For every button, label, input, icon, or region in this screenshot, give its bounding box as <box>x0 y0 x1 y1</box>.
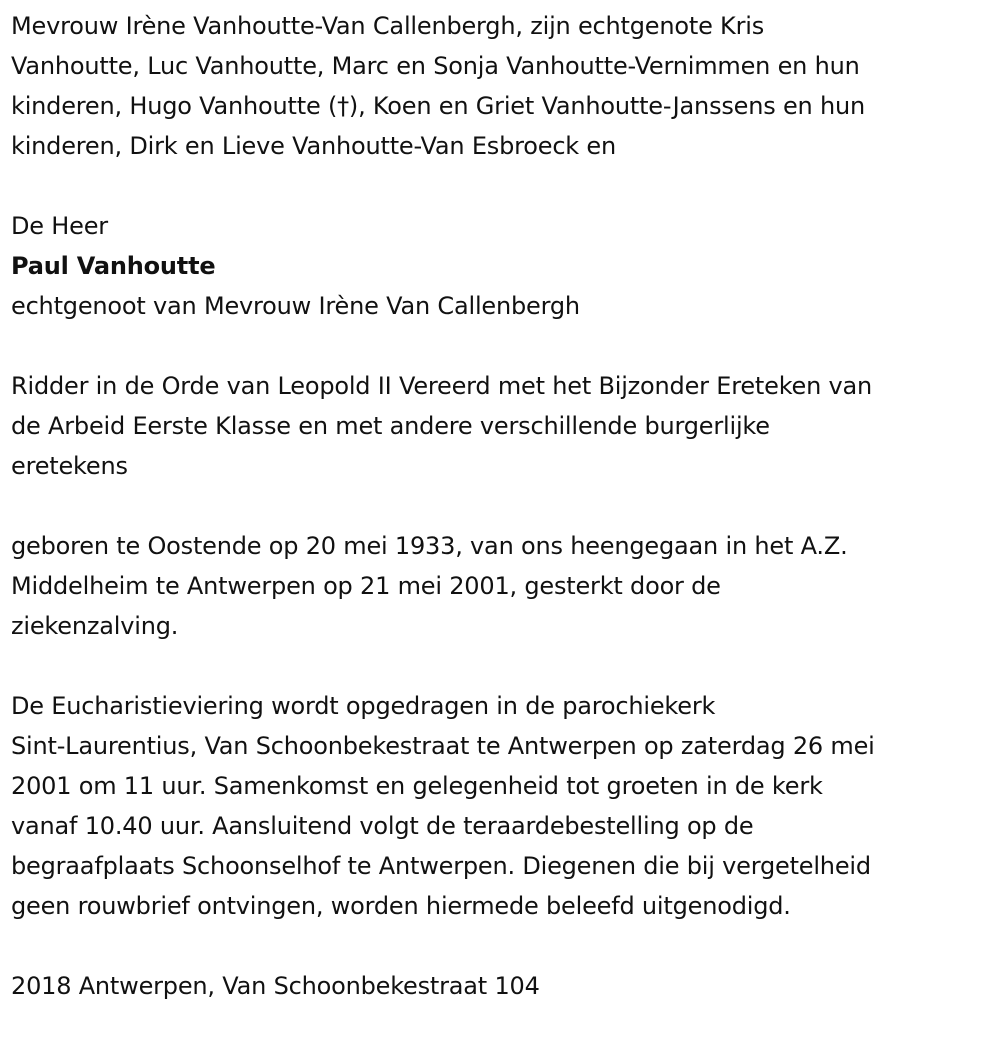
text-line: geen rouwbrief ontvingen, worden hiermede beleefd uitgenodigd. <box>11 892 791 920</box>
spacer <box>11 926 1000 966</box>
honors-paragraph <box>11 366 1000 486</box>
birth-death-paragraph <box>11 526 1000 646</box>
text-line: eretekens <box>11 452 128 480</box>
spouse-line: echtgenoot van Mevrouw Irène Van Callenbergh <box>11 292 580 320</box>
text-line: geboren te Oostende op 20 mei 1933, van ons heengegaan in het A.Z. <box>11 532 848 560</box>
text-line: vanaf 10.40 uur. Aansluitend volgt de teraardebestelling op de <box>11 812 754 840</box>
text-line: kinderen, Hugo Vanhoutte (†), Koen en Griet Vanhoutte-Janssens en hun <box>11 92 866 120</box>
spacer <box>11 646 1000 686</box>
address: 2018 Antwerpen, Van Schoonbekestraat 104 <box>11 972 540 1000</box>
text-line: 2001 om 11 uur. Samenkomst en gelegenheid tot groeten in de kerk <box>11 772 823 800</box>
text-line: kinderen, Dirk en Lieve Vanhoutte-Van Esbroeck en <box>11 132 617 160</box>
text-line: de Arbeid Eerste Klasse en met andere verschillende burgerlijke <box>11 412 770 440</box>
deceased-name: Paul Vanhoutte <box>11 252 216 280</box>
salutation: De Heer <box>11 212 108 240</box>
text-line: begraafplaats Schoonselhof te Antwerpen. Diegenen die bij vergetelheid <box>11 852 871 880</box>
text-line: Ridder in de Orde van Leopold II Vereerd met het Bijzonder Ereteken van <box>11 372 873 400</box>
text-line: De Eucharistieviering wordt opgedragen in de parochiekerk <box>11 692 716 720</box>
spacer <box>11 486 1000 526</box>
text-line: Middelheim te Antwerpen op 21 mei 2001, gesterkt door de <box>11 572 721 600</box>
spacer <box>11 166 1000 206</box>
family-paragraph <box>11 6 1000 166</box>
text-line: Vanhoutte, Luc Vanhoutte, Marc en Sonja Vanhoutte-Vernimmen en hun <box>11 52 860 80</box>
text-line: Sint-Laurentius, Van Schoonbekestraat te Antwerpen op zaterdag 26 mei <box>11 732 875 760</box>
text-line: Mevrouw Irène Vanhoutte-Van Callenbergh, zijn echtgenote Kris <box>11 12 765 40</box>
text-line: ziekenzalving. <box>11 612 179 640</box>
spacer <box>11 326 1000 366</box>
ceremony-paragraph <box>11 686 1000 926</box>
